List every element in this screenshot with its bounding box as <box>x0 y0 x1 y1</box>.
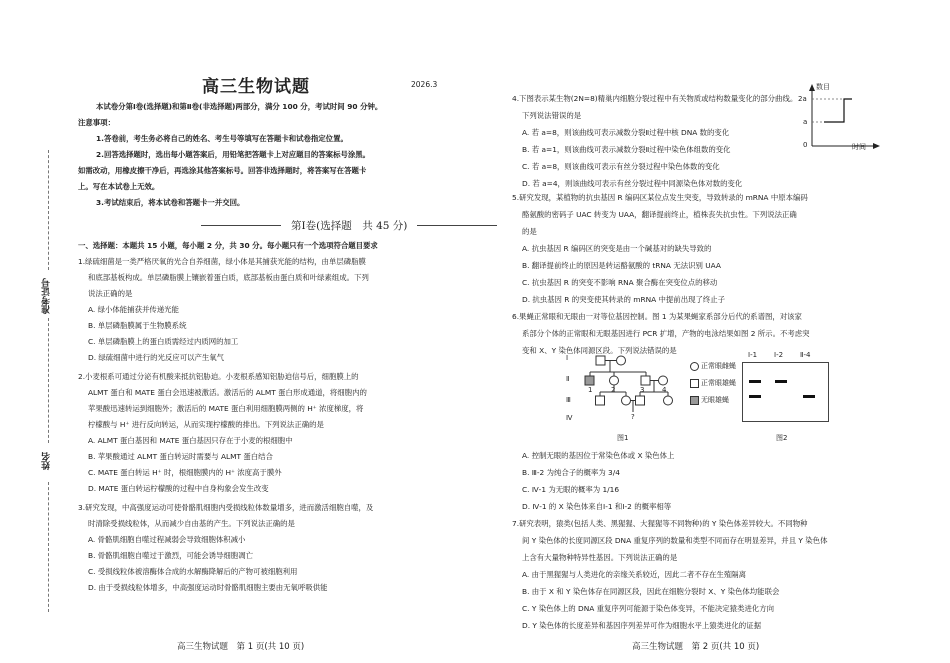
notes-title: 注意事项： <box>78 118 115 127</box>
q7-option-b: B. 由于 X 和 Y 染色体存在同源区段，因此在细胞分裂时 X、Y 染色体均能联会 <box>522 587 780 596</box>
q4-stem: 下列说法错误的是 <box>522 111 582 120</box>
q4-graph-2a: 2a <box>798 95 807 103</box>
footer-page-2: 高三生物试题 第 2 页(共 10 页) <box>632 642 760 652</box>
exam-number-label: 准考证号 <box>42 278 52 314</box>
q4-option-c: C. 若 a=8，则该曲线可表示有丝分裂过程中染色体数的变化 <box>522 162 720 171</box>
q3-stem: 时清除受损线粒体，从而减少自由基的产生。下列说法正确的是 <box>88 519 295 528</box>
q1-option-a: A. 绿小体能捕获并传递光能 <box>88 305 179 314</box>
q5-option-a: A. 抗虫基因 R 编码区的突变是由一个碱基对的缺失导致的 <box>522 244 712 253</box>
q4-option-b: B. 若 a=1，则该曲线可表示减数分裂Ⅱ过程中染色体组数的变化 <box>522 145 731 154</box>
q2-stem: ALMT 蛋白和 MATE 蛋白会迅速被激活。激活后的 ALMT 蛋白形成通道，将细胞内的 <box>88 388 367 397</box>
q2-stem: 柠檬酸与 H⁺ 进行反向转运，从而实现柠檬酸的排出。下列说法正确的是 <box>88 420 324 429</box>
binding-line <box>48 482 49 612</box>
q1-option-c: C. 单层磷脂膜上的蛋白质需经过内质网的加工 <box>88 337 239 346</box>
q5-stem: 5.研究发现，某植物的抗虫基因 R 编码区某位点发生突变，导致转录的 mRNA 中原本编码 <box>512 193 808 202</box>
individual-number: 1 <box>588 386 593 394</box>
section-heading: 第Ⅰ卷(选择题 共 45 分) <box>291 220 408 232</box>
binding-line <box>48 318 49 443</box>
q4-graph-xlabel: 时间 <box>852 143 866 151</box>
q1-stem: 1.绿硫细菌是一类严格厌氧的光合自养细菌，绿小体是其捕获光能的结构，由单层磷脂膜 <box>78 257 366 266</box>
q7-option-d: D. Y 染色体的长度差异和基因序列差异可作为细胞水平上猿类进化的证据 <box>522 621 761 630</box>
q7-stem: 上含有大量物种特异性基因。下列说法正确的是 <box>522 553 678 562</box>
note-3: 3.考试结束后，将本试卷和答题卡一并交回。 <box>96 198 245 207</box>
q6-stem: 6.果蝇正常眼和无眼由一对等位基因控制。图 1 为某果蝇家系部分后代的系谱图，对该家 <box>512 312 802 321</box>
q6-option-c: C. Ⅳ-1 为无眼的概率为 1/16 <box>522 485 620 494</box>
legend-eyeless-male: 无眼雄蝇 <box>701 396 729 404</box>
gel-lane-label: Ⅰ-1 <box>748 351 758 359</box>
q6-stem: 变和 X、Y 染色体同源区段。下列说法错误的是 <box>522 346 677 355</box>
figure-2-caption: 图2 <box>776 434 788 442</box>
q6-option-d: D. Ⅳ-1 的 X 染色体来自Ⅰ-1 和Ⅰ-2 的概率相等 <box>522 502 672 511</box>
individual-number: 3 <box>640 386 645 394</box>
q4-curve-graph <box>794 82 884 154</box>
q6-gel-image <box>742 362 829 422</box>
note-2-cont: 上。写在本试卷上无效。 <box>78 182 160 191</box>
q4-option-d: D. 若 a=4，则该曲线可表示有丝分裂过程中同源染色体对数的变化 <box>522 179 743 188</box>
q5-option-c: C. 抗虫基因 R 的突变不影响 RNA 聚合酶在突变位点的移动 <box>522 278 718 287</box>
gel-band <box>775 380 787 383</box>
q1-stem: 和底部基板构成。单层磷脂膜上镶嵌着蛋白质，底部基板由蛋白质和叶绿素组成。下列 <box>88 273 369 282</box>
footer-page-1: 高三生物试题 第 1 页(共 10 页) <box>177 642 305 652</box>
q2-option-d: D. MATE 蛋白转运柠檬酸的过程中自身构象会发生改变 <box>88 484 269 493</box>
q1-option-b: B. 单层磷脂膜属于生物膜系统 <box>88 321 187 330</box>
individual-number: 2 <box>611 386 616 394</box>
q4-graph-a: a <box>803 118 808 126</box>
q4-graph-origin: 0 <box>803 141 808 149</box>
gel-band <box>803 395 815 398</box>
legend-eyeless-male-icon <box>690 396 699 405</box>
q3-option-d: D. 由于受损线粒体增多，中高强度运动时骨骼肌细胞主要由无氧呼吸供能 <box>88 583 328 592</box>
legend-normal-male-icon <box>690 379 699 388</box>
gel-band <box>749 380 761 383</box>
q7-stem: 7.研究表明，猿类(包括人类、黑猩猩、大猩猩等不同物种)的 Y 染色体差异较大。不同物种 <box>512 519 808 528</box>
gen-label-2: Ⅱ <box>566 375 570 383</box>
q7-option-a: A. 由于黑猩猩与人类进化的亲缘关系较近，因此二者不存在生殖隔离 <box>522 570 746 579</box>
figure-1-caption: 图1 <box>617 434 629 442</box>
binding-line <box>48 150 49 270</box>
gel-lane-label: Ⅰ-2 <box>774 351 784 359</box>
individual-number: 4 <box>662 386 667 394</box>
gen-label-3: Ⅲ <box>566 396 571 404</box>
q1-option-d: D. 绿硫细菌中进行的光反应可以产生氧气 <box>88 353 225 362</box>
q1-stem: 说法正确的是 <box>88 289 133 298</box>
q6-option-b: B. Ⅲ-2 为纯合子的概率为 3/4 <box>522 468 620 477</box>
q5-stem: 酪氨酸的密码子 UAC 转变为 UAA，翻译提前终止，植株丧失抗虫性。下列说法正确 <box>522 210 797 219</box>
legend-normal-female: 正常眼雌蝇 <box>701 362 736 370</box>
q7-stem: 间 Y 染色体的长度同源区段 DNA 重复序列的数量和类型不同而存在明显差异，并且 Y 染色体 <box>522 536 828 545</box>
q5-option-b: B. 翻译提前终止的原因是转运酪氨酸的 tRNA 无法识别 UAA <box>522 261 721 270</box>
gen-label-4: Ⅳ <box>566 414 573 422</box>
q2-stem: 2.小麦根系可通过分泌有机酸来抵抗铝胁迫。小麦根系感知铝胁迫信号后，细胞膜上的 <box>78 372 359 381</box>
q3-option-a: A. 骨骼肌细胞自噬过程减弱会导致细胞体积减小 <box>88 535 246 544</box>
exam-date: 2026.3 <box>411 80 438 89</box>
note-1: 1.答卷前，考生务必将自己的姓名、考生号等填写在答题卡和试卷指定位置。 <box>96 134 348 143</box>
gel-lane-label: Ⅱ-4 <box>800 351 811 359</box>
q3-stem: 3.研究发现，中高强度运动可使骨骼肌细胞内受损线粒体数量增多，进而激活细胞自噬，及 <box>78 503 374 512</box>
q2-option-c: C. MATE 蛋白转运 H⁺ 时，根细胞膜内的 H⁺ 浓度高于膜外 <box>88 468 282 477</box>
q6-option-a: A. 控制无眼的基因位于常染色体或 X 染色体上 <box>522 451 675 460</box>
q3-option-c: C. 受损线粒体被溶酶体合成的水解酶降解后的产物可被细胞利用 <box>88 567 298 576</box>
q3-option-b: B. 骨骼肌细胞自噬过于激烈，可能会诱导细胞凋亡 <box>88 551 253 560</box>
q5-stem: 的是 <box>522 227 537 236</box>
q2-stem: 苹果酸迅速转运到细胞外；激活后的 MATE 蛋白利用细胞膜两侧的 H⁺ 浓度梯度，将 <box>88 404 364 413</box>
q4-graph-ylabel: 数目 <box>816 83 830 91</box>
unknown-individual: ? <box>631 413 635 421</box>
q4-stem: 4.下图表示某生物(2N=8)精巢内细胞分裂过程中有关物质或结构数量变化的部分曲线。 <box>512 94 798 103</box>
gen-label-1: Ⅰ <box>566 354 569 362</box>
legend-normal-male: 正常眼雄蝇 <box>701 379 736 387</box>
intro-line: 本试卷分第Ⅰ卷(选择题)和第Ⅱ卷(非选择题)两部分，满分 100 分，考试时间 90 分钟。 <box>96 102 383 111</box>
q5-option-d: D. 抗虫基因 R 的突变使其转录的 mRNA 中提前出现了终止子 <box>522 295 726 304</box>
q2-option-b: B. 苹果酸通过 ALMT 蛋白转运时需要与 ALMT 蛋白结合 <box>88 452 273 461</box>
q7-option-c: C. Y 染色体上的 DNA 重复序列可能源于染色体变异，不能决定猿类进化方向 <box>522 604 775 613</box>
gel-band <box>749 395 761 398</box>
section-instruction: 一、选择题：本题共 15 小题，每小题 2 分，共 30 分。每小题只有一个选项符合题目要求 <box>78 241 378 250</box>
name-label: 姓名 <box>42 452 52 470</box>
legend-normal-female-icon <box>690 362 699 371</box>
note-2-cont: 如需改动，用橡皮擦干净后，再选涂其他答案标号。回答非选择题时，将答案写在答题卡 <box>78 166 367 175</box>
q6-stem: 系部分个体的正常眼和无眼基因进行 PCR 扩增，产物的电泳结果如图 2 所示。不考虑突 <box>522 329 810 338</box>
page-title: 高三生物试题 <box>202 77 310 97</box>
note-2: 2.回答选择题时，选出每小题答案后，用铅笔把答题卡上对应题目的答案标号涂黑。 <box>96 150 371 159</box>
q4-option-a: A. 若 a=8，则该曲线可表示减数分裂Ⅱ过程中核 DNA 数的变化 <box>522 128 730 137</box>
q2-option-a: A. ALMT 蛋白基因和 MATE 蛋白基因只存在于小麦的根细胞中 <box>88 436 293 445</box>
